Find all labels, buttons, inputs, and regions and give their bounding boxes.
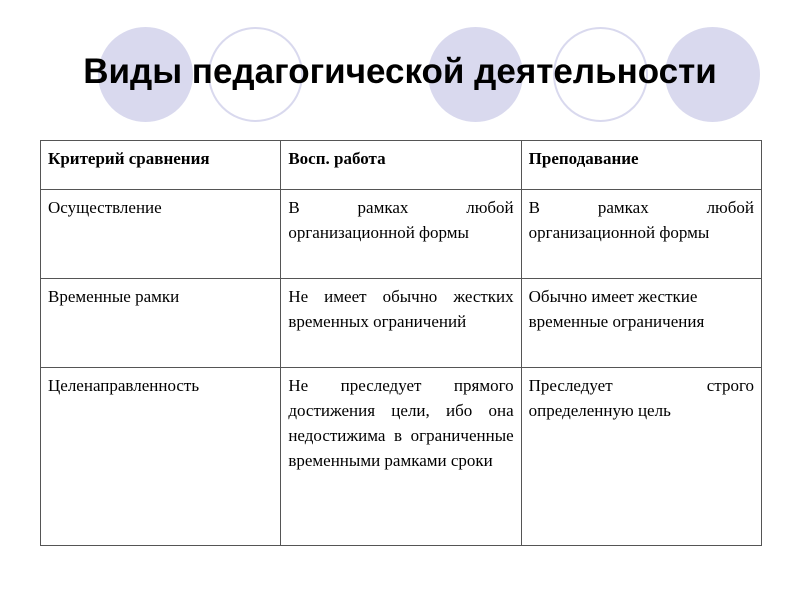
cell-upbringing: Не имеет обычно жестких временных ограничений [281,279,521,368]
table-header-row [41,141,762,190]
slide-title: Виды педагогической деятельности [83,52,717,91]
header-teaching: Преподавание [521,141,761,190]
cell-criterion: Временные рамки [41,279,281,368]
cell-teaching: Преследует строго определенную цель [521,368,761,546]
cell-criterion: Целенаправленность [41,368,281,546]
cell-upbringing: В рамках любой организационной формы [281,190,521,279]
comparison-table [40,140,762,546]
table-row [41,368,762,546]
cell-upbringing: Не преследует прямого достижения цели, ибо она недостижима в ограниченные временными рамками сроки [281,368,521,546]
header-upbringing: Восп. работа [281,141,521,190]
cell-criterion: Осуществление [41,190,281,279]
table-row [41,279,762,368]
cell-teaching: В рамках любой организационной формы [521,190,761,279]
cell-teaching: Обычно имеет жесткие временные ограничения [521,279,761,368]
header-criterion: Критерий сравнения [41,141,281,190]
table-row [41,190,762,279]
